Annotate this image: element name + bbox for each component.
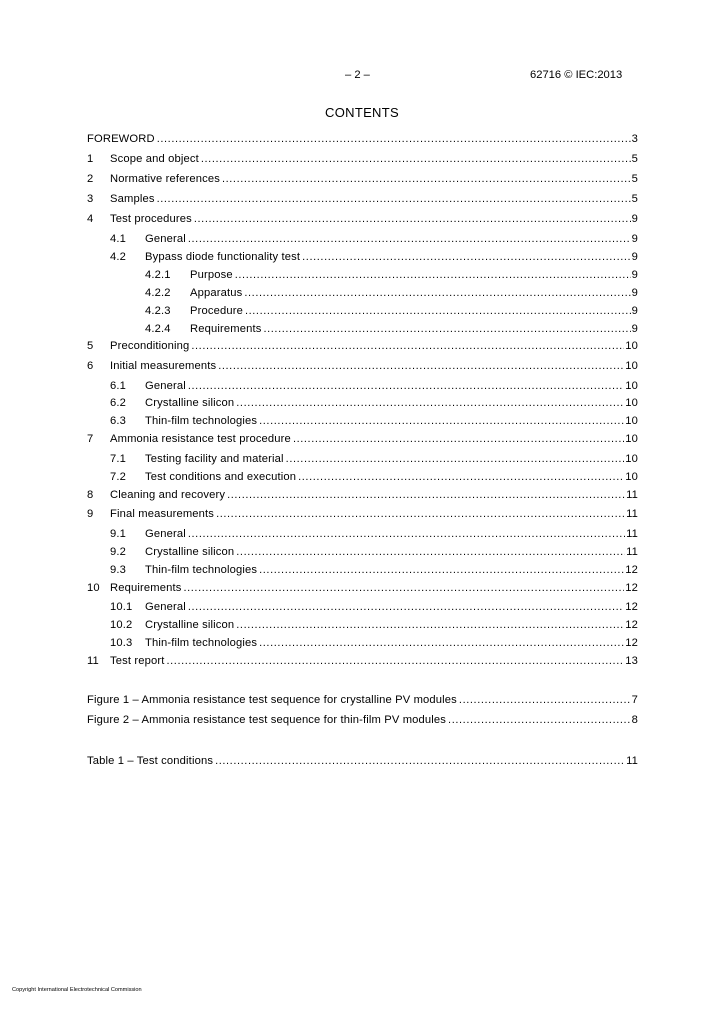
dot-leader — [188, 527, 625, 541]
toc-entry-page: 11 — [626, 528, 638, 540]
toc-entry-page: 10 — [625, 360, 638, 372]
toc-entry-page: 3 — [631, 133, 638, 145]
toc-entry-title: Thin-film technologies — [145, 564, 258, 576]
page-number: – 2 – — [345, 69, 370, 81]
toc-entry-number: 10.1 — [110, 601, 133, 613]
toc-entry-number: 6.2 — [110, 397, 127, 409]
toc-entry-title: Crystalline silicon — [145, 619, 235, 631]
toc-entry-number: 4.2 — [110, 251, 127, 263]
toc-entry[interactable] — [110, 232, 638, 246]
dot-leader — [167, 654, 625, 668]
toc-entry-number: 2 — [87, 173, 94, 185]
toc-entry-title: Final measurements — [110, 508, 215, 520]
figure-entry[interactable] — [87, 713, 638, 727]
toc-entry[interactable] — [145, 304, 638, 318]
toc-entry-number: 4 — [87, 213, 94, 225]
dot-leader — [302, 250, 630, 264]
dot-leader — [459, 693, 631, 707]
toc-entry[interactable] — [87, 654, 638, 668]
toc-entry-number: 4.1 — [110, 233, 127, 245]
toc-entry-title: General — [145, 528, 186, 540]
toc-entry-number: 4.2.2 — [145, 287, 171, 299]
toc-entry-page: 9 — [631, 287, 638, 299]
toc-entry[interactable] — [110, 452, 638, 466]
toc-entry-title: Apparatus — [190, 287, 243, 299]
toc-entry-title: Crystalline silicon — [145, 397, 235, 409]
table-entry-page: 11 — [626, 755, 638, 767]
dot-leader — [157, 132, 631, 146]
figure-entry-page: 8 — [631, 714, 638, 726]
toc-entry-title: Requirements — [190, 323, 262, 335]
dot-leader — [227, 488, 625, 502]
dot-leader — [194, 212, 631, 226]
toc-entry-page: 9 — [631, 323, 638, 335]
toc-entry-page: 10 — [625, 340, 638, 352]
toc-entry-title: Thin-film technologies — [145, 637, 258, 649]
toc-entry-page: 5 — [631, 153, 638, 165]
toc-entry[interactable] — [110, 618, 638, 632]
toc-entry-number: 8 — [87, 489, 94, 501]
toc-entry-title: Testing facility and material — [145, 453, 284, 465]
toc-entry-page: 12 — [625, 601, 638, 613]
toc-entry-number: 1 — [87, 153, 94, 165]
dot-leader — [259, 414, 624, 428]
toc-entry-page: 10 — [625, 397, 638, 409]
figure-entry-title: Figure 2 – Ammonia resistance test sequence for thin-film PV modules — [87, 714, 447, 726]
toc-entry-title: Normative references — [110, 173, 220, 185]
toc-entry-number: 3 — [87, 193, 94, 205]
toc-entry[interactable] — [110, 414, 638, 428]
dot-leader — [157, 192, 631, 206]
toc-entry-title: Preconditioning — [110, 340, 190, 352]
toc-entry[interactable] — [110, 600, 638, 614]
toc-entry-page: 5 — [631, 193, 638, 205]
toc-entry-page: 10 — [625, 453, 638, 465]
dot-leader — [236, 618, 624, 632]
toc-entry[interactable] — [110, 545, 638, 559]
toc-entry[interactable] — [87, 339, 638, 353]
toc-entry-page: 10 — [625, 433, 638, 445]
toc-entry-number: 6.3 — [110, 415, 127, 427]
dot-leader — [235, 268, 631, 282]
toc-entry-title: Requirements — [110, 582, 182, 594]
toc-entry-title: Initial measurements — [110, 360, 217, 372]
toc-entry-number: 10.2 — [110, 619, 133, 631]
toc-entry-title: Bypass diode functionality test — [145, 251, 301, 263]
toc-entry-number: 9.3 — [110, 564, 127, 576]
contents-title: CONTENTS — [325, 105, 399, 120]
toc-entry-number: 10 — [87, 582, 100, 594]
toc-entry-page: 12 — [625, 564, 638, 576]
toc-entry[interactable] — [87, 507, 638, 521]
dot-leader — [216, 507, 625, 521]
dot-leader — [448, 713, 631, 727]
dot-leader — [215, 754, 625, 768]
toc-entry[interactable] — [110, 396, 638, 410]
toc-entry-page: 10 — [625, 380, 638, 392]
toc-entry-title: Test conditions and execution — [145, 471, 297, 483]
toc-entry-title: Thin-film technologies — [145, 415, 258, 427]
toc-entry-page: 11 — [626, 546, 638, 558]
toc-entry-title: General — [145, 601, 186, 613]
copyright-notice: Copyright International Electrotechnical Commission — [12, 987, 142, 993]
dot-leader — [286, 452, 625, 466]
toc-entry[interactable] — [87, 581, 638, 595]
toc-entry[interactable] — [110, 250, 638, 264]
toc-entry-title: Scope and object — [110, 153, 199, 165]
toc-entry-page: 13 — [625, 655, 638, 667]
toc-entry[interactable] — [145, 286, 638, 300]
dot-leader — [259, 563, 624, 577]
dot-leader — [222, 172, 631, 186]
toc-entry[interactable] — [145, 268, 638, 282]
dot-leader — [293, 432, 624, 446]
toc-entry-page: 11 — [626, 508, 638, 520]
toc-entry-page: 10 — [625, 415, 638, 427]
dot-leader — [188, 600, 624, 614]
toc-entry-page: 11 — [626, 489, 638, 501]
toc-entry-title: General — [145, 380, 186, 392]
dot-leader — [263, 322, 630, 336]
toc-entry[interactable] — [110, 563, 638, 577]
toc-entry-page: 9 — [631, 213, 638, 225]
toc-entry-title: Procedure — [190, 305, 243, 317]
dot-leader — [218, 359, 624, 373]
dot-leader — [236, 545, 625, 559]
toc-entry-title: Cleaning and recovery — [110, 489, 226, 501]
figure-entry-page: 7 — [631, 694, 638, 706]
toc-entry-number: 10.3 — [110, 637, 133, 649]
dot-leader — [259, 636, 624, 650]
dot-leader — [236, 396, 624, 410]
toc-entry-number: 9.1 — [110, 528, 127, 540]
toc-entry-page: 9 — [631, 269, 638, 281]
toc-entry-number: 6 — [87, 360, 94, 372]
toc-entry[interactable] — [110, 636, 638, 650]
toc-entry-title: Purpose — [190, 269, 233, 281]
toc-entry[interactable] — [87, 192, 638, 206]
toc-entry[interactable] — [87, 172, 638, 186]
toc-entry-number: 4.2.3 — [145, 305, 171, 317]
toc-entry-page: 5 — [631, 173, 638, 185]
toc-entry-number: 9.2 — [110, 546, 127, 558]
dot-leader — [201, 152, 631, 166]
toc-entry-page: 9 — [631, 305, 638, 317]
toc-entry-page: 12 — [625, 637, 638, 649]
dot-leader — [244, 286, 630, 300]
dot-leader — [245, 304, 631, 318]
toc-entry-page: 12 — [625, 582, 638, 594]
toc-entry[interactable] — [87, 132, 638, 146]
toc-entry[interactable] — [87, 432, 638, 446]
toc-entry-page: 12 — [625, 619, 638, 631]
dot-leader — [188, 232, 631, 246]
dot-leader — [298, 470, 624, 484]
figure-entry-title: Figure 1 – Ammonia resistance test sequence for crystalline PV modules — [87, 694, 457, 706]
figure-entry[interactable] — [87, 693, 638, 707]
toc-entry[interactable] — [87, 488, 638, 502]
table-entry[interactable] — [87, 754, 638, 768]
toc-entry[interactable] — [87, 152, 638, 166]
dot-leader — [183, 581, 624, 595]
toc-entry-page: 10 — [625, 471, 638, 483]
toc-entry-number: 6.1 — [110, 380, 127, 392]
toc-entry-number: 11 — [87, 655, 99, 667]
toc-entry-number: 7.1 — [110, 453, 127, 465]
toc-entry-number: 9 — [87, 508, 94, 520]
toc-entry-title: Test report — [110, 655, 165, 667]
toc-entry[interactable] — [87, 212, 638, 226]
toc-entry[interactable] — [110, 379, 638, 393]
toc-entry-title: Ammonia resistance test procedure — [110, 433, 291, 445]
toc-entry-title: General — [145, 233, 186, 245]
toc-entry-title: Test procedures — [110, 213, 192, 225]
toc-entry-title: Crystalline silicon — [145, 546, 235, 558]
dot-leader — [188, 379, 624, 393]
toc-entry-title: FOREWORD — [87, 133, 155, 145]
document-identifier: 62716 © IEC:2013 — [530, 69, 623, 81]
toc-entry-page: 9 — [631, 251, 638, 263]
dot-leader — [191, 339, 624, 353]
toc-entry-number: 7 — [87, 433, 94, 445]
toc-entry-title: Samples — [110, 193, 155, 205]
toc-entry-number: 5 — [87, 340, 94, 352]
table-entry-title: Table 1 – Test conditions — [87, 755, 214, 767]
toc-entry[interactable] — [87, 359, 638, 373]
toc-entry-number: 7.2 — [110, 471, 127, 483]
toc-entry-page: 9 — [631, 233, 638, 245]
toc-entry-number: 4.2.1 — [145, 269, 171, 281]
toc-entry[interactable] — [110, 527, 638, 541]
toc-entry[interactable] — [145, 322, 638, 336]
toc-entry[interactable] — [110, 470, 638, 484]
toc-entry-number: 4.2.4 — [145, 323, 171, 335]
